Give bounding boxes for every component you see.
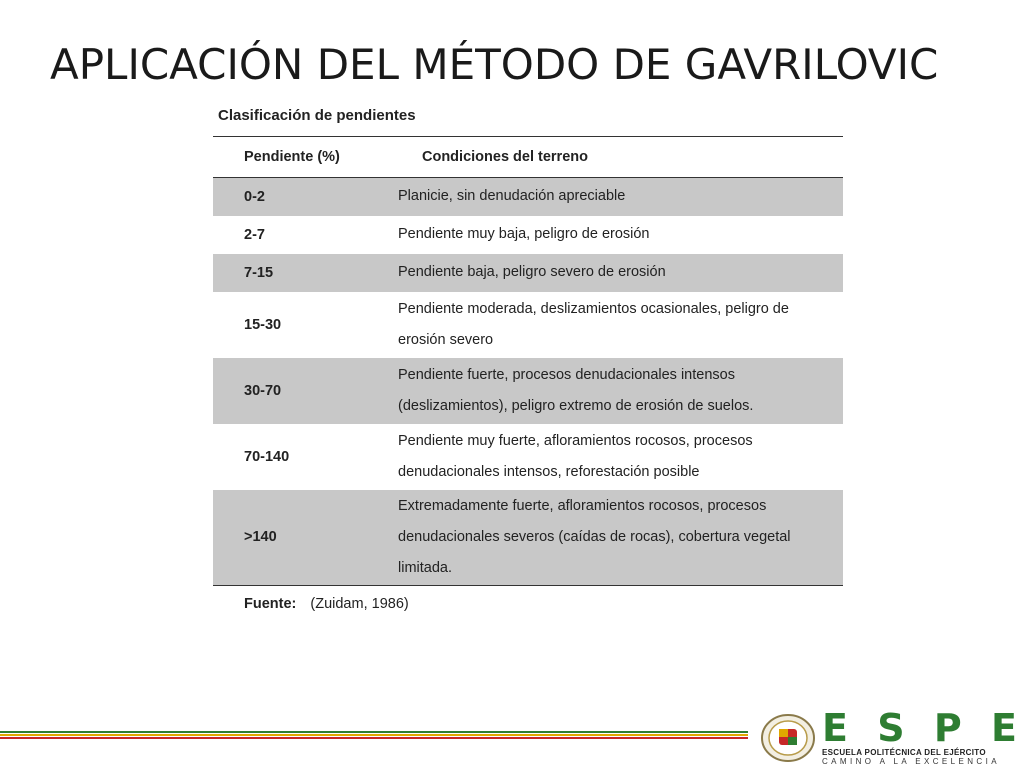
conditions-cell: Pendiente fuerte, procesos denudacionales intensos (deslizamientos), peligro extremo de erosión de suelos.: [392, 358, 843, 424]
footer-stripe-yellow: [0, 734, 748, 736]
slope-classification-table-block: [213, 104, 843, 612]
conditions-cell: Pendiente moderada, deslizamientos ocasionales, peligro de erosión severo: [398, 300, 789, 348]
slope-cell: 2-7: [244, 226, 265, 243]
table-header-row: [213, 137, 843, 178]
source-value: (Zuidam, 1986): [310, 596, 409, 612]
footer-stripe-red: [0, 737, 748, 739]
table-caption: Clasificación de pendientes: [218, 107, 416, 124]
conditions-cell: Extremadamente fuerte, afloramientos rocosos, procesos denudacionales severos (caídas de rocas), cobertura vegetal limitada.: [392, 490, 843, 586]
conditions-cell: Planicie, sin denudación apreciable: [392, 178, 843, 216]
table-row: [213, 178, 843, 216]
conditions-cell: Pendiente baja, peligro severo de erosión: [392, 254, 843, 292]
table-row: [213, 358, 843, 424]
table-row: [213, 216, 843, 254]
table-source: [213, 596, 843, 612]
logo-letters: [822, 706, 1017, 750]
header-slope: Pendiente (%): [213, 137, 392, 178]
slide-title: APLICACIÓN DEL MÉTODO DE GAVRILOVIC: [50, 40, 939, 89]
slope-table: [213, 136, 843, 586]
logo-letter: E: [822, 706, 848, 750]
source-label: Fuente:: [244, 596, 297, 612]
logo-institution-name: ESCUELA POLITÉCNICA DEL EJÉRCITO: [822, 748, 986, 757]
logo-letter: E: [991, 706, 1017, 750]
slope-cell: 15-30: [244, 316, 282, 333]
espe-seal-logo-icon: [760, 713, 816, 763]
slope-cell: >140: [213, 490, 392, 586]
footer-stripe-green: [0, 731, 748, 733]
logo-letter: S: [877, 706, 905, 750]
logo-letter: P: [933, 706, 962, 750]
table-row: [213, 424, 843, 490]
slope-cell: 0-2: [213, 178, 392, 216]
conditions-cell: Pendiente muy baja, peligro de erosión: [398, 226, 650, 242]
table-row: [213, 490, 843, 586]
header-conditions: Condiciones del terreno: [392, 137, 843, 178]
table-row: [213, 292, 843, 358]
espe-logo: [822, 706, 1017, 766]
slope-cell: 30-70: [213, 358, 392, 424]
conditions-cell: Pendiente muy fuerte, afloramientos rocosos, procesos denudacionales intensos, reforestación posible: [398, 432, 753, 480]
footer-stripes: [0, 731, 748, 741]
slope-cell: 70-140: [244, 448, 290, 465]
logo-motto: CAMINO A LA EXCELENCIA: [822, 757, 1000, 766]
slope-cell: 7-15: [213, 254, 392, 292]
table-row: [213, 254, 843, 292]
